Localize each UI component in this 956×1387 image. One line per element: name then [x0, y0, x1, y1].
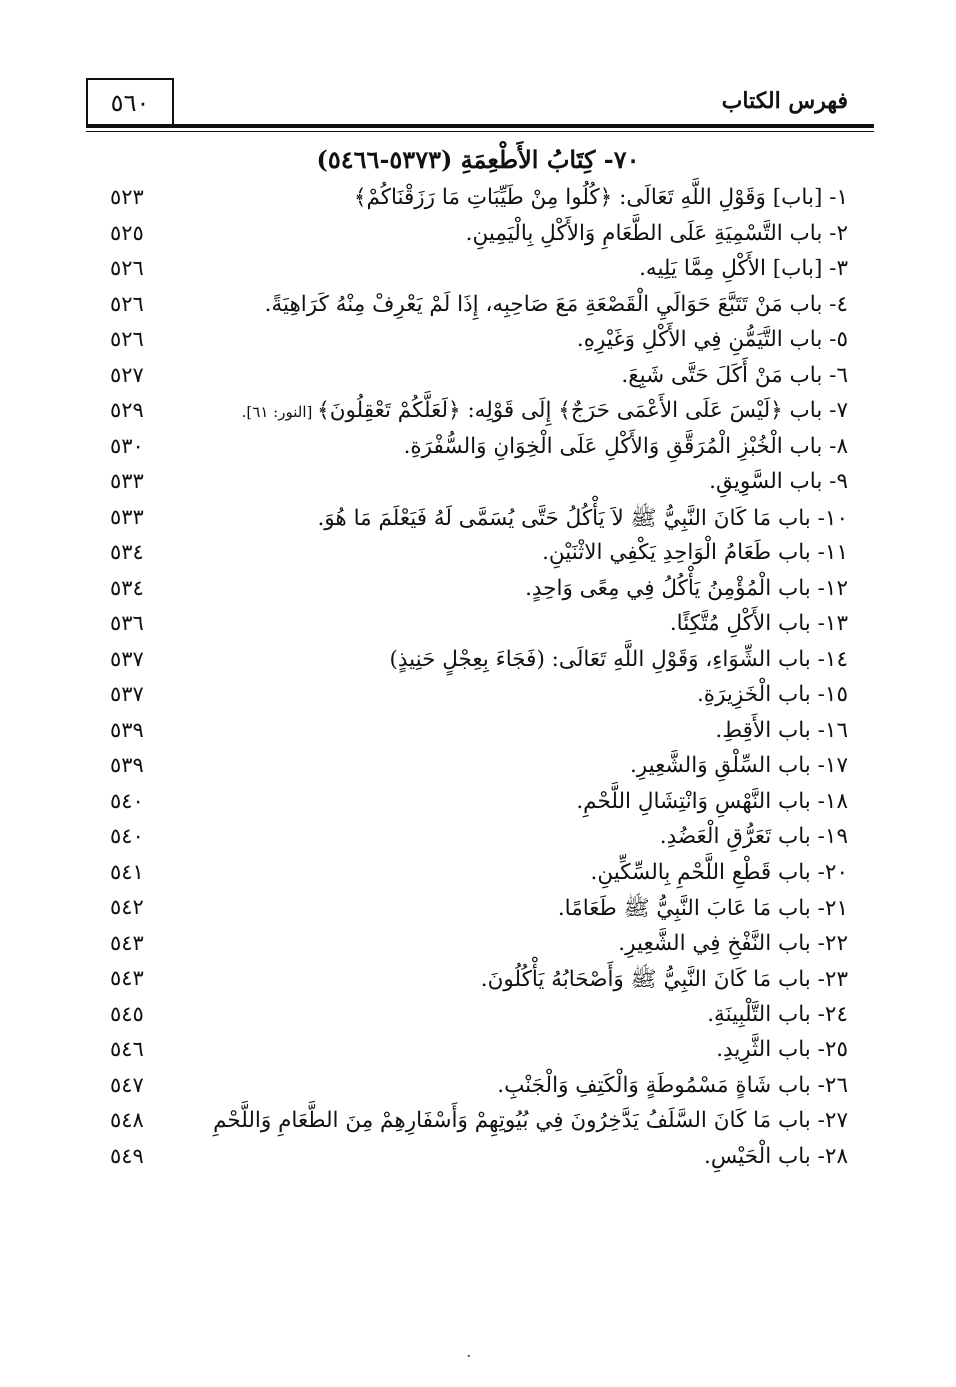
toc-entry	[0, 609, 956, 645]
toc-entry-reference: [النور: ٦١].	[241, 403, 318, 421]
toc-entry	[0, 361, 956, 397]
toc-entry	[0, 183, 956, 219]
toc-entry-title-text: ٨- باب الْخُبْزِ الْمُرَقَّقِ وَالأَكْلِ عَلَى الْخِوَانِ وَالسُّفْرَةِ.	[403, 433, 848, 459]
running-header-title: فهرس الكتاب	[721, 88, 848, 114]
toc-entry-title	[317, 505, 848, 536]
toc-entry-title	[576, 789, 848, 814]
toc-entry	[0, 538, 956, 574]
toc-entry-title-text: ٢٠- باب قَطْعِ اللَّحْمِ بِالسِّكِّينِ.	[590, 859, 848, 885]
toc-entry-title	[704, 1144, 848, 1169]
toc-entry-title-text: ١٣- باب الأَكْلِ مُتَّكِئًا.	[669, 611, 848, 636]
toc-entry	[0, 503, 956, 539]
toc-entry	[0, 254, 956, 290]
toc-entry-title	[481, 966, 848, 997]
toc-entry-title-text: ١- [باب] وَقَوْلِ اللَّهِ تَعَالَى: ﴿كُلُوا مِنْ طَيِّبَاتِ مَا رَزَقْنَاكُمْ﴾	[353, 185, 848, 210]
toc-entry-title	[213, 1108, 848, 1133]
toc-entry-page-number: ٥٢٥	[110, 220, 144, 245]
toc-entry-title	[390, 647, 849, 672]
toc-entry-title-text: ٩- باب السَّوِيقِ.	[709, 469, 848, 494]
toc-entry-page-number: ٥٢٦	[110, 256, 144, 280]
toc-entry-page-number: ٥٤٦	[110, 1037, 144, 1061]
toc-entry-page-number: ٥٣٤	[110, 575, 144, 600]
header-rule-thick	[86, 124, 874, 128]
toc-entry	[0, 680, 956, 716]
toc-entry	[0, 893, 956, 929]
toc-entry-page-number: ٥٤٠	[110, 824, 144, 848]
toc-entry	[0, 290, 956, 326]
toc-entry	[0, 432, 956, 468]
toc-entry-title-text: ١٧- باب السِّلْقِ وَالشَّعِيرِ.	[629, 753, 848, 778]
toc-entry-page-number: ٥٤٠	[110, 788, 144, 813]
toc-entry-title-text: ١٦- باب الأَقِطِ.	[715, 717, 848, 743]
toc-entry	[0, 858, 956, 894]
toc-entry	[0, 1000, 956, 1036]
toc-entry-title	[466, 221, 848, 246]
toc-entry-title-text: ٥- باب التَّيَمُّنِ فِي الأَكْلِ وَغَيْرِهِ.	[576, 327, 848, 352]
toc-entry-title	[639, 256, 848, 281]
toc-entry-page-number: ٥٢٦	[110, 291, 144, 316]
toc-entry-title-text: ٢٧- باب مَا كَانَ السَّلَفُ يَدَّخِرُونَ فِي بُيُوتِهِمْ وَأَسْفَارِهِمْ مِنَ الطَّعَامِ وَاللَّحْمِ	[213, 1108, 848, 1133]
toc-entry-title	[660, 824, 848, 849]
toc-entry-title-text: ٢٢- باب النَّفْخِ فِي الشَّعِيرِ.	[618, 930, 848, 956]
toc-entry-title-text: ٧- باب ﴿لَيْسَ عَلَى الأَعْمَى حَرَجٌ﴾ إِلَى قَوْلِه: ﴿لَعَلَّكُمْ تَعْقِلُونَ﴾	[317, 398, 848, 423]
toc-entry-title-text: ٢١- باب مَا عَابَ النَّبِيُّ ﷺ طَعَامًا.	[557, 896, 848, 921]
toc-entry-title	[558, 895, 848, 926]
toc-entry-page-number: ٥٤١	[110, 859, 144, 884]
toc-entry-page-number: ٥٤٨	[110, 1108, 144, 1132]
toc-entry-title	[265, 292, 848, 317]
toc-list	[0, 183, 956, 1177]
toc-entry-title-text: ٦- باب مَنْ أَكَلَ حَتَّى شَبِعَ.	[621, 362, 848, 388]
toc-entry-page-number: ٥٣٩	[110, 753, 144, 777]
toc-entry-title-text: ٢٥- باب الثَّرِيدِ.	[716, 1037, 848, 1062]
header-rule-thin	[86, 131, 874, 132]
footer-mark: ·	[466, 1346, 472, 1367]
page-number	[86, 78, 174, 126]
toc-entry-page-number: ٥٤٧	[110, 1072, 144, 1097]
toc-entry	[0, 822, 956, 858]
toc-entry-page-number: ٥٣٦	[110, 611, 144, 635]
toc-entry-page-number: ٥٣٠	[110, 433, 144, 458]
toc-entry-title-text: ١٩- باب تَعَرُّقِ الْعَضُدِ.	[659, 824, 848, 849]
toc-entry-page-number: ٥٣٧	[110, 646, 144, 671]
toc-entry-title-text: ١٠- باب مَا كَانَ النَّبِيُّ ﷺ لاَ يَأْكُلُ حَتَّى يُسَمَّى لَهُ فَيَعْلَمَ مَا هُوَ.	[317, 505, 848, 531]
toc-entry	[0, 964, 956, 1000]
toc-entry-page-number: ٥٢٧	[110, 362, 144, 387]
toc-entry-page-number: ٥٤٣	[110, 966, 144, 990]
toc-entry-page-number: ٥٢٦	[110, 327, 144, 351]
toc-entry-title	[404, 434, 848, 459]
toc-entry	[0, 716, 956, 752]
toc-entry-title	[697, 682, 848, 707]
toc-entry-page-number: ٥٢٣	[110, 185, 144, 209]
toc-entry-title-text: ٢٣- باب مَا كَانَ النَّبِيُّ ﷺ وَأَصْحَابُهُ يَأْكُلُونَ.	[480, 967, 848, 992]
toc-entry-title-text: ٢- باب التَّسْمِيَةِ عَلَى الطَّعَامِ وَالأَكْلِ بِالْيَمِينِ.	[465, 220, 848, 246]
toc-entry-title	[618, 931, 848, 956]
toc-entry-title-text: ٣- [باب] الأَكْلِ مِمَّا يَلِيه.	[639, 256, 848, 281]
toc-entry-title	[709, 469, 848, 494]
page-number-text: ٥٦٠	[110, 89, 150, 117]
toc-entry-page-number: ٥٣٤	[110, 540, 144, 564]
toc-entry-title	[621, 363, 848, 388]
toc-entry	[0, 325, 956, 361]
toc-entry	[0, 396, 956, 432]
toc-entry-page-number: ٥٣٣	[110, 504, 144, 529]
toc-entry-title	[591, 860, 849, 885]
toc-entry-title	[542, 540, 848, 565]
toc-entry	[0, 219, 956, 255]
toc-entry	[0, 574, 956, 610]
toc-entry-title-text: ٢٤- باب التَّلْبِينَةِ.	[707, 1001, 848, 1027]
toc-entry-page-number: ٥٤٥	[110, 1001, 144, 1026]
toc-entry	[0, 751, 956, 787]
toc-entry-title	[670, 611, 848, 636]
toc-entry	[0, 1071, 956, 1107]
toc-entry-title	[715, 718, 848, 743]
toc-entry	[0, 787, 956, 823]
toc-entry	[0, 1142, 956, 1178]
toc-entry-title-text: ١١- باب طَعَامُ الْوَاحِدِ يَكْفِي الاثْنَيْنِ.	[542, 540, 848, 565]
toc-entry-page-number: ٥٢٩	[110, 398, 144, 422]
toc-entry-page-number: ٥٣٧	[110, 682, 144, 706]
toc-entry-title-text: ١٨- باب النَّهْسِ وَانْتِشَالِ اللَّحْمِ.	[576, 788, 848, 814]
toc-entry-title	[716, 1037, 848, 1062]
toc-entry-title-text: ١٤- باب الشِّوَاءِ، وَقَوْلِ اللَّهِ تَعَالَى: (فَجَاءَ بِعِجْلٍ حَنِيذٍ)	[389, 646, 848, 672]
section-title: ٧٠- كِتَابُ الأَطْعِمَةِ (٥٣٧٣-٥٤٦٦)	[316, 145, 640, 174]
toc-entry	[0, 1106, 956, 1142]
toc-entry	[0, 929, 956, 965]
toc-entry	[0, 467, 956, 503]
toc-entry-page-number: ٥٣٩	[110, 717, 144, 742]
toc-entry	[0, 645, 956, 681]
toc-entry-title-text: ٢٦- باب شَاةٍ مَسْمُوطَةٍ وَالْكَتِفِ وَالْجَنْبِ.	[497, 1072, 848, 1098]
toc-entry-title	[525, 576, 848, 601]
toc-entry-page-number: ٥٣٣	[110, 469, 144, 493]
toc-entry-title-text: ٤- باب مَنْ تَتَبَّعَ حَوَالَيِ الْقَصْعَةِ مَعَ صَاحِبِه، إِذَا لَمْ يَعْرِفْ مِنْهُ كَرَاهِيَةً.	[264, 291, 848, 317]
toc-entry-title	[630, 753, 848, 778]
toc-entry-page-number: ٥٤٢	[110, 895, 144, 919]
toc-entry-title	[497, 1073, 848, 1098]
toc-entry-page-number: ٥٤٣	[110, 930, 144, 955]
toc-entry-page-number: ٥٤٩	[110, 1143, 144, 1168]
toc-entry	[0, 1035, 956, 1071]
toc-entry-title-text: ١٥- باب الْخَزِيرَةِ.	[696, 682, 848, 707]
toc-entry-title	[577, 327, 848, 352]
toc-entry-title	[707, 1002, 848, 1027]
toc-entry-title-text: ٢٨- باب الْحَيْسِ.	[704, 1143, 848, 1169]
toc-entry-title	[242, 398, 848, 423]
toc-entry-title-text: ١٢- باب الْمُؤْمِنُ يَأْكُلُ فِي مِعًى وَاحِدٍ.	[525, 575, 848, 601]
toc-entry-title	[354, 185, 848, 210]
